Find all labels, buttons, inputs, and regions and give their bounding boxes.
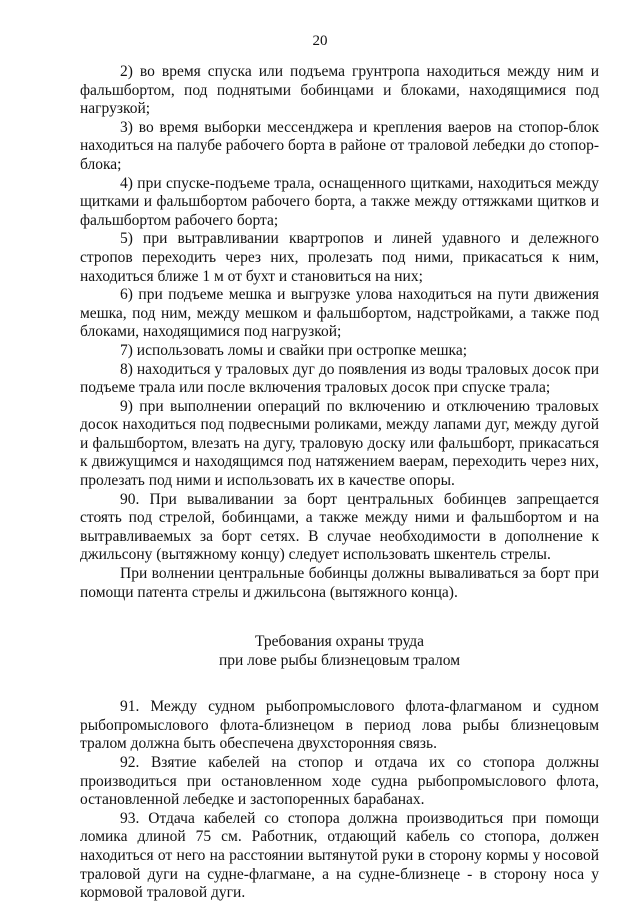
clause-90: 90. При вываливании за борт центральных бобинцев запрещается стоять под стрелой, бобинцами, а также между ними и фальшбортом и на вытравливаемых за борт сетях. В случае необходимости в дополнение к джильсону (вытяжному концу) следует использовать шкентель стрелы. [80,490,599,564]
list-item-6: 6) при подъеме мешка и выгрузке улова находиться на пути движения мешка, под ним, между мешком и фальшбортом, надстройками, а также под блоками, находящимися под нагрузкой; [80,286,599,341]
clause-92: 92. Взятие кабелей на стопор и отдача их со стопора должны производиться при остановленном ходе судна рыбопромыслового флота, остановленной лебедке и застопоренных барабанах. [80,754,599,809]
section-heading [80,632,599,670]
list-item-8: 8) находиться у траловых дуг до появления из воды траловых досок при подъеме трала или после включения траловых досок при спуске трала; [80,360,599,397]
page-number: 20 [312,33,328,49]
list-item-7: 7) использовать ломы и свайки при остропке мешка; [120,341,468,359]
list-item-4: 4) при спуске-подъеме трала, оснащенного щитками, находиться между щитками и фальшбортом рабочего борта, а также между оттяжками щитков и фальшбортом рабочего борта; [80,174,599,229]
clause-93: 93. Отдача кабелей со стопора должна производиться при помощи ломика длиной 75 см. Работник, отдающий кабель со стопора, должен находиться от него на расстоянии вытянутой руки в сторону кормы у носовой траловой дуги на судне-флагмане, а на судне-близнеце - в сторону носа у кормовой траловой дуги. [80,809,599,902]
list-item-2: 2) во время спуска или подъема грунтропа находиться между ним и фальшбортом, под поднятыми бобинцами и блоками, находящимися под нагрузкой; [80,63,599,118]
list-item-3: 3) во время выборки мессенджера и крепления ваеров на стопор-блок находиться на палубе рабочего борта в районе от траловой лебедки до стопор-блока; [80,118,599,173]
clause-90-continuation: При волнении центральные бобинцы должны вываливаться за борт при помощи патента стрелы и джильсона (вытяжного конца). [80,565,599,601]
list-item-9: 9) при выполнении операций по включению и отключению траловых досок находиться под подвесными роликами, между лапами дуг, между дугой и фальшбортом, влезать на дугу, траловую доску или фальшборт, прикасаться к движущимся и находящимся под натяжением ваерам, переходить через них, пролезать под ними и использовать их в качестве опоры. [80,397,599,490]
document-body [80,63,599,903]
clause-91: 91. Между судном рыбопромыслового флота-флагманом и судном рыбопромыслового флота-близнецом в период лова рыбы близнецовым тралом должна быть обеспечена двухсторонняя связь. [80,698,599,753]
section-heading-line-2: при лове рыбы близнецовым тралом [218,652,461,670]
section-heading-line-1: Требования охраны труда [254,633,425,651]
list-item-5: 5) при вытравливании квартропов и линей удавного и дележного стропов переходить через них, пролезать под ними, прикасаться к ним, находиться ближе 1 м от бухт и становиться на них; [80,230,599,285]
